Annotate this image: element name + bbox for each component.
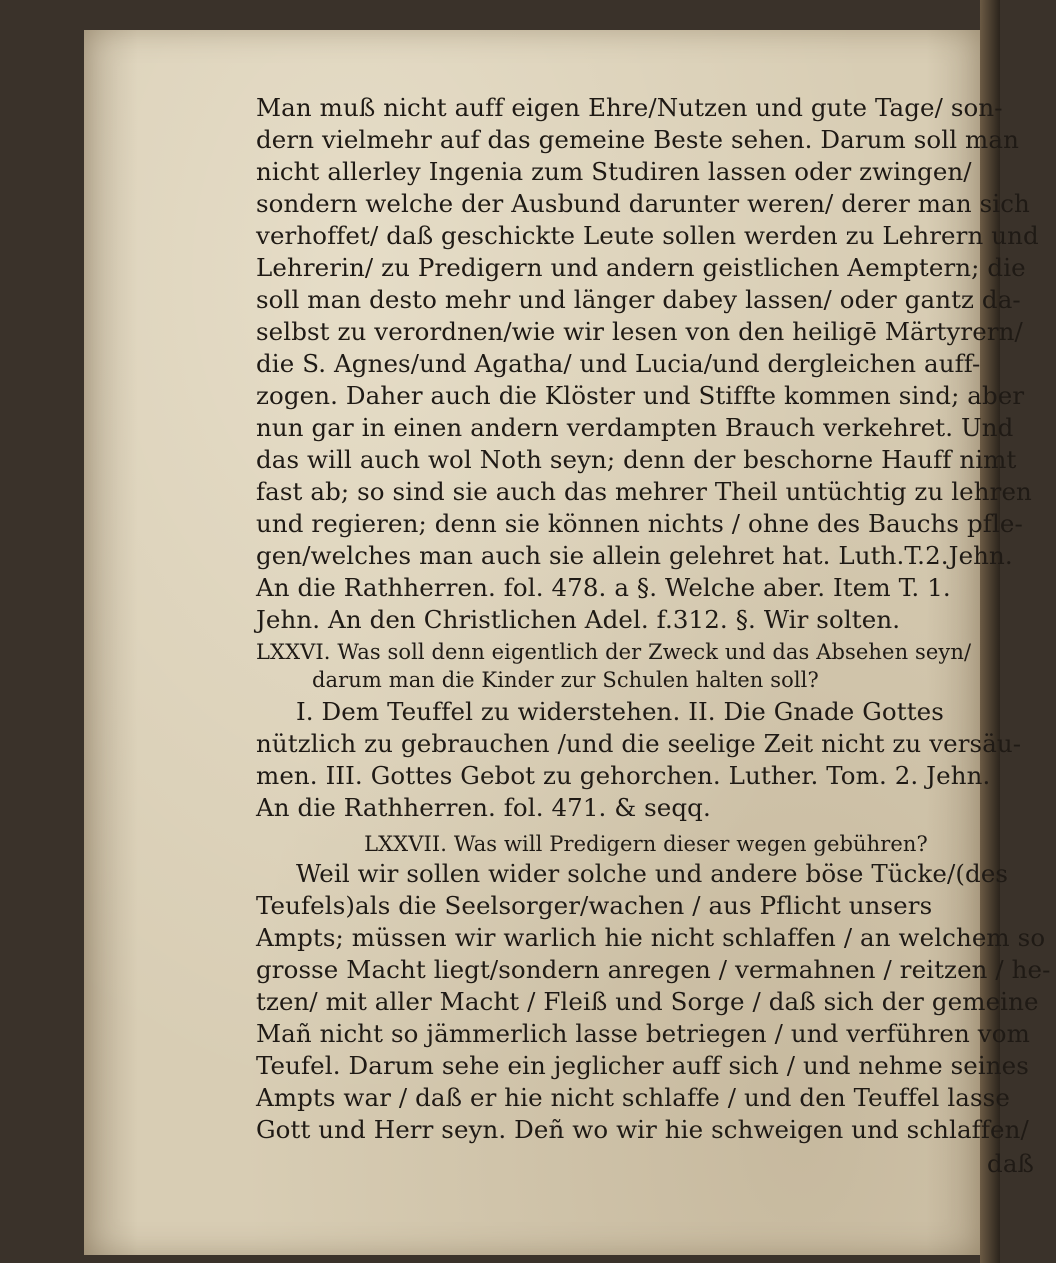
text-line: An die Rathherren. fol. 478. a §. Welche aber. Item T. 1. — [256, 573, 951, 602]
text-line: fast ab; so sind sie auch das mehrer Theil untüchtig zu lehren — [256, 477, 1032, 506]
answer-76-line: men. III. Gottes Gebot zu gehorchen. Luther. Tom. 2. Jehn. — [256, 761, 991, 790]
answer-77-line: Ampts war / daß er hie nicht schlaffe / und den Teuffel lasse — [256, 1083, 1010, 1112]
text-line: nicht allerley Ingenia zum Studiren lassen oder zwingen/ — [256, 157, 972, 186]
text-line: gen/welches man auch sie allein gelehret hat. Luth.T.2.Jehn. — [256, 541, 1013, 570]
answer-77-line: Gott und Herr seyn. Deñ wo wir hie schweigen und schlaffen/ — [256, 1115, 1029, 1144]
text-line: selbst zu verordnen/wie wir lesen von den heiligē Märtyrern/ — [256, 317, 1023, 346]
answer-77-line: Teufels)als die Seelsorger/wachen / aus Pflicht unsers — [256, 891, 933, 920]
text-line: Jehn. An den Christlichen Adel. f.312. §. Wir solten. — [256, 605, 901, 634]
answer-76-line: An die Rathherren. fol. 471. & seqq. — [256, 793, 711, 822]
text-line: dern vielmehr auf das gemeine Beste sehen. Darum soll man — [256, 125, 1019, 154]
question-77: LXXVII. Was will Predigern dieser wegen gebühren? — [364, 832, 928, 856]
answer-77-line: Teufel. Darum sehe ein jeglicher auff sich / und nehme seines — [256, 1051, 1029, 1080]
text-line: soll man desto mehr und länger dabey lassen/ oder gantz da- — [256, 285, 1021, 314]
text-line: nun gar in einen andern verdampten Brauch verkehret. Und — [256, 413, 1014, 442]
answer-76-line: I. Dem Teuffel zu widerstehen. II. Die Gnade Gottes — [296, 697, 944, 726]
answer-77-line: tzen/ mit aller Macht / Fleiß und Sorge / daß sich der gemeine — [256, 987, 1039, 1016]
text-line: das will auch wol Noth seyn; denn der beschorne Hauff nimt — [256, 445, 1017, 474]
text-line: die S. Agnes/und Agatha/ und Lucia/und dergleichen auff- — [256, 349, 981, 378]
question-76-line-1: LXXVI. Was soll denn eigentlich der Zweck und das Absehen seyn/ — [256, 640, 972, 664]
catchword: daß — [987, 1149, 1034, 1178]
text-line: und regieren; denn sie können nichts / ohne des Bauchs pfle- — [256, 509, 1023, 538]
text-line: zogen. Daher auch die Klöster und Stiffte kommen sind; aber — [256, 381, 1025, 410]
answer-77-line: Ampts; müssen wir warlich hie nicht schlaffen / an welchem so — [256, 923, 1046, 952]
question-76-line-2: darum man die Kinder zur Schulen halten soll? — [312, 668, 819, 692]
answer-76-line: nützlich zu gebrauchen /und die seelige Zeit nicht zu versäu- — [256, 729, 1022, 758]
text-line: verhoffet/ daß geschickte Leute sollen werden zu Lehrern und — [256, 221, 1039, 250]
answer-77-line: Weil wir sollen wider solche und andere böse Tücke/(des — [296, 859, 1009, 888]
book-page — [84, 30, 1051, 1255]
text-line: Man muß nicht auff eigen Ehre/Nutzen und gute Tage/ son- — [256, 93, 1003, 122]
text-line: sondern welche der Ausbund darunter weren/ derer man sich — [256, 189, 1030, 218]
text-line: Lehrerin/ zu Predigern und andern geistlichen Aemptern; die — [256, 253, 1026, 282]
answer-77-line: grosse Macht liegt/sondern anregen / vermahnen / reitzen / he- — [256, 955, 1051, 984]
answer-77-line: Mañ nicht so jämmerlich lasse betriegen / und verführen vom — [256, 1019, 1030, 1048]
